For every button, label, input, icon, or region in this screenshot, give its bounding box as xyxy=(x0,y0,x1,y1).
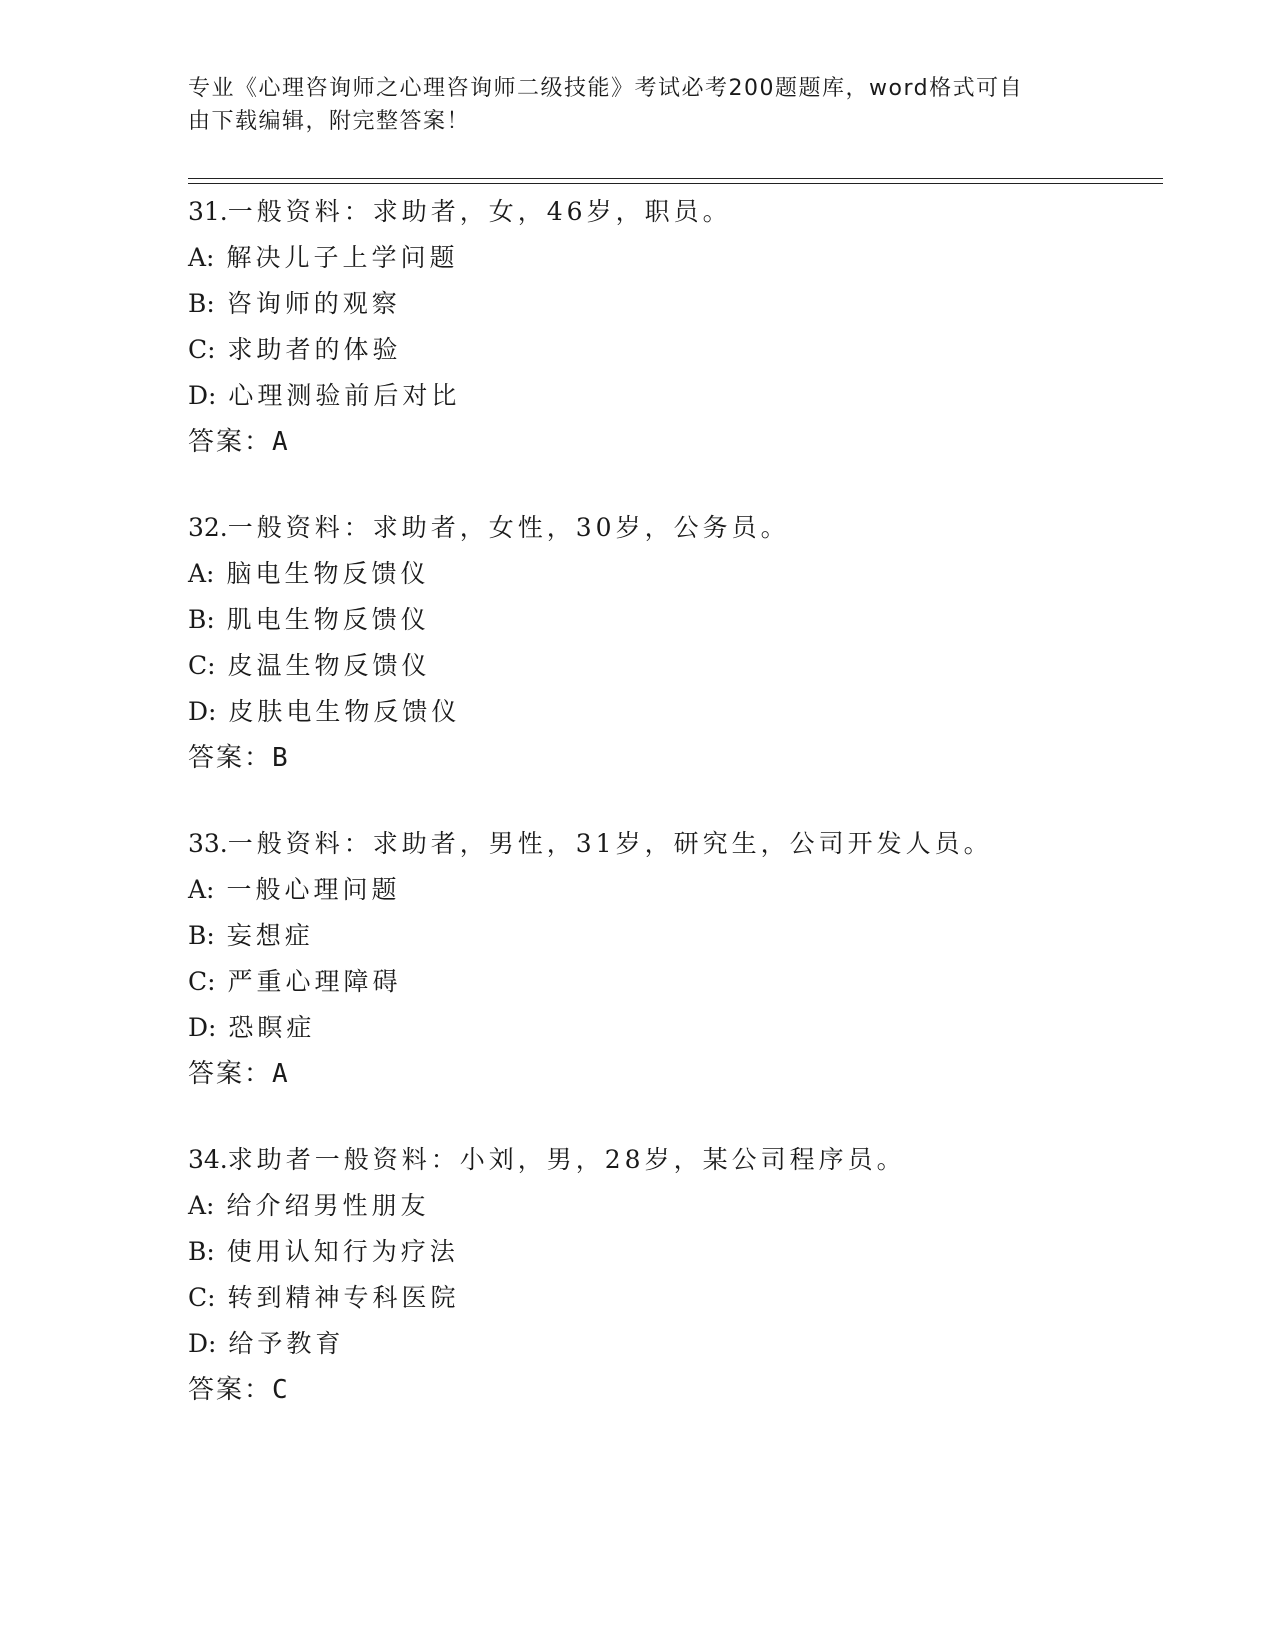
option-text: 使用认知行为疗法 xyxy=(226,1237,459,1266)
option-letter: B: xyxy=(188,605,215,634)
option-text: 一般心理问题 xyxy=(226,875,401,904)
option-text: 解决儿子上学问题 xyxy=(226,243,459,272)
option-d xyxy=(188,689,1188,735)
answer-value: A xyxy=(272,1059,288,1089)
question-stem xyxy=(188,505,1188,551)
question-number: 32. xyxy=(188,513,228,542)
option-b xyxy=(188,913,1188,959)
option-text: 皮温生物反馈仪 xyxy=(227,651,431,680)
option-text: 妄想症 xyxy=(226,921,314,950)
question-34 xyxy=(188,1137,1188,1413)
option-c xyxy=(188,327,1188,373)
option-letter: D: xyxy=(188,697,217,726)
option-letter: D: xyxy=(188,1013,217,1042)
option-letter: B: xyxy=(188,1237,215,1266)
option-text: 恐瞑症 xyxy=(228,1013,316,1042)
option-c xyxy=(188,1275,1188,1321)
question-number: 33. xyxy=(188,829,228,858)
option-c xyxy=(188,643,1188,689)
option-b xyxy=(188,597,1188,643)
option-text: 转到精神专科医院 xyxy=(227,1283,460,1312)
question-stem xyxy=(188,1137,1188,1183)
option-text: 皮肤电生物反馈仪 xyxy=(228,697,461,726)
option-text: 给予教育 xyxy=(228,1329,345,1358)
answer-line xyxy=(188,1367,1188,1413)
option-d xyxy=(188,1321,1188,1367)
option-letter: B: xyxy=(188,921,215,950)
question-text: 一般资料：求助者，男性，31岁，研究生，公司开发人员。 xyxy=(227,829,993,858)
option-letter: D: xyxy=(188,381,217,410)
option-d xyxy=(188,373,1188,419)
question-33 xyxy=(188,821,1188,1097)
option-letter: A: xyxy=(188,875,215,904)
question-number: 34. xyxy=(188,1145,228,1174)
answer-label: 答案： xyxy=(188,1375,273,1405)
option-letter: C: xyxy=(188,1283,216,1312)
option-letter: C: xyxy=(188,967,216,996)
option-letter: A: xyxy=(188,243,215,272)
question-text: 求助者一般资料：小刘，男，28岁，某公司程序员。 xyxy=(227,1145,906,1174)
answer-line xyxy=(188,419,1188,465)
answer-value: B xyxy=(272,743,288,773)
question-31 xyxy=(188,189,1188,465)
option-b xyxy=(188,281,1188,327)
option-d xyxy=(188,1005,1188,1051)
answer-line xyxy=(188,735,1188,781)
question-text: 一般资料：求助者，女，46岁，职员。 xyxy=(227,197,732,226)
option-letter: C: xyxy=(188,651,216,680)
header-line-2: 由下载编辑，附完整答案！ xyxy=(188,109,471,134)
option-b xyxy=(188,1229,1188,1275)
header-divider-top xyxy=(188,178,1163,179)
option-text: 脑电生物反馈仪 xyxy=(226,559,430,588)
document-header xyxy=(188,72,1068,138)
question-text: 一般资料：求助者，女性，30岁，公务员。 xyxy=(227,513,790,542)
header-line-1: 专业《心理咨询师之心理咨询师二级技能》考试必考200题题库，word格式可自 xyxy=(188,76,1024,101)
question-32 xyxy=(188,505,1188,781)
answer-value: C xyxy=(272,1375,288,1405)
answer-value: A xyxy=(272,427,288,457)
option-text: 严重心理障碍 xyxy=(227,967,402,996)
option-a xyxy=(188,551,1188,597)
option-text: 给介绍男性朋友 xyxy=(226,1191,430,1220)
option-text: 肌电生物反馈仪 xyxy=(226,605,430,634)
question-number: 31. xyxy=(188,197,228,226)
option-text: 求助者的体验 xyxy=(227,335,402,364)
option-letter: D: xyxy=(188,1329,217,1358)
answer-label: 答案： xyxy=(188,427,273,457)
option-a xyxy=(188,235,1188,281)
option-letter: C: xyxy=(188,335,216,364)
answer-line xyxy=(188,1051,1188,1097)
option-a xyxy=(188,1183,1188,1229)
question-stem xyxy=(188,821,1188,867)
question-stem xyxy=(188,189,1188,235)
answer-label: 答案： xyxy=(188,743,273,773)
header-divider-bottom xyxy=(188,183,1163,184)
option-letter: B: xyxy=(188,289,215,318)
option-text: 咨询师的观察 xyxy=(226,289,401,318)
option-c xyxy=(188,959,1188,1005)
option-letter: A: xyxy=(188,1191,215,1220)
option-text: 心理测验前后对比 xyxy=(228,381,461,410)
option-letter: A: xyxy=(188,559,215,588)
option-a xyxy=(188,867,1188,913)
answer-label: 答案： xyxy=(188,1059,273,1089)
